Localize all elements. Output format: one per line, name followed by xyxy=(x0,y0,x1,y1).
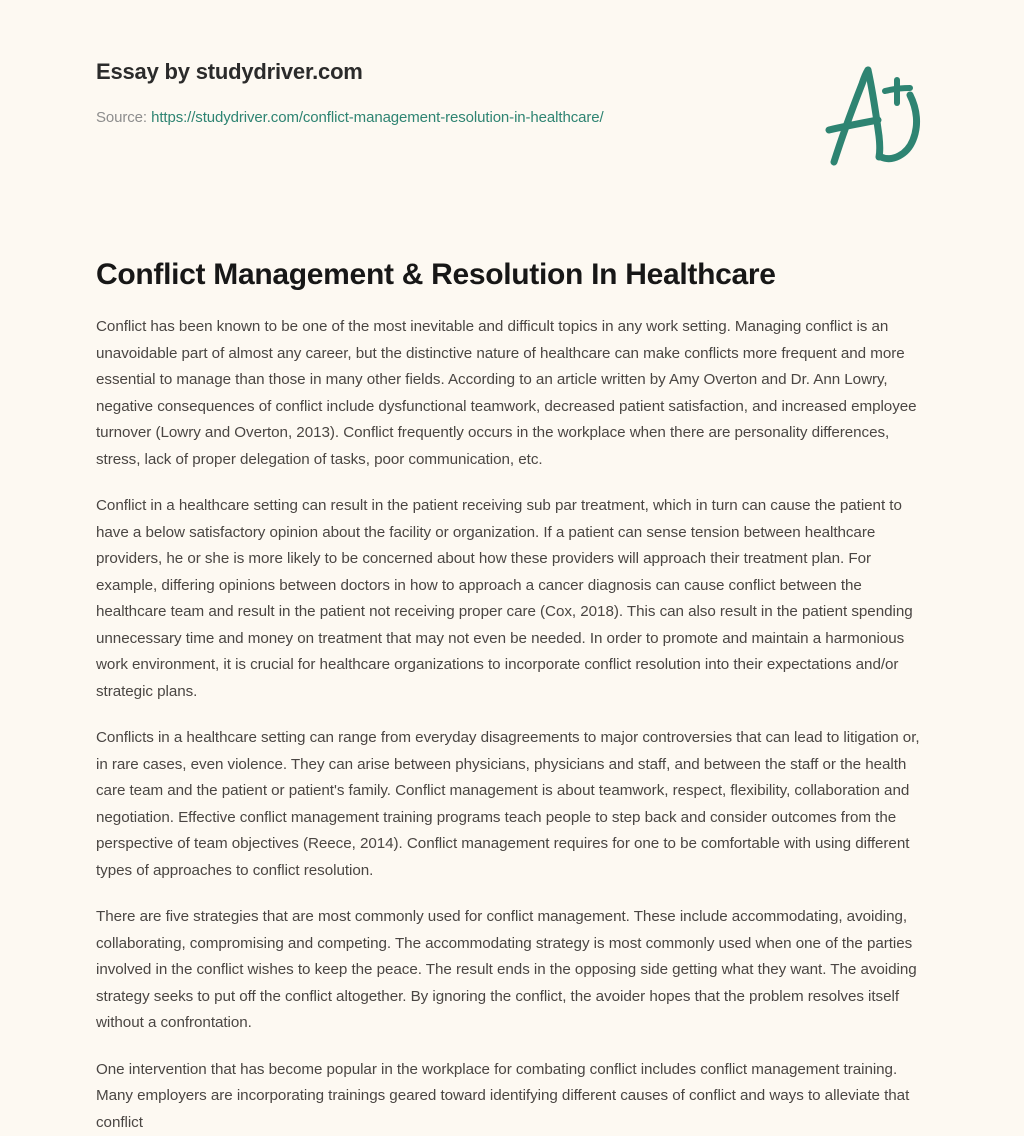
a-plus-logo-icon xyxy=(818,62,928,170)
paragraph: Conflict in a healthcare setting can result in the patient receiving sub par treatment, which in turn can cause the patient to have a below satisfactory opinion about the facility or organization. If a patient can sense tension between healthcare providers, he or she is more likely to be concerned about how these providers will approach their treatment plan. For example, differing opinions between doctors in how to approach a cancer diagnosis can cause conflict between the healthcare team and result in the patient not receiving proper care (Cox, 2018). This can also result in the patient spending unnecessary time and money on treatment that may not even be needed. In order to promote and maintain a harmonious work environment, it is crucial for healthcare organizations to incorporate conflict resolution into their expectations and/or strategic plans. xyxy=(96,493,928,705)
page-header xyxy=(96,0,928,120)
paragraph: There are five strategies that are most commonly used for conflict management. These include accommodating, avoiding, collaborating, compromising and competing. The accommodating strategy is most commonly used when one of the parties involved in the conflict wishes to keep the peace. The result ends in the opposing side getting what they want. The avoiding strategy seeks to put off the conflict altogether. By ignoring the conflict, the avoider hopes that the problem resolves itself without a confrontation. xyxy=(96,904,928,1037)
paragraph: Conflict has been known to be one of the most inevitable and difficult topics in any work setting. Managing conflict is an unavoidable part of almost any career, but the distinctive nature of healthcare can make conflicts more frequent and more essential to manage than those in many other fields. According to an article written by Amy Overton and Dr. Ann Lowry, negative consequences of conflict include dysfunctional teamwork, decreased patient satisfaction, and increased employee turnover (Lowry and Overton, 2013). Conflict frequently occurs in the workplace when there are personality differences, stress, lack of proper delegation of tasks, poor communication, etc. xyxy=(96,314,928,473)
brand-title: Essay by studydriver.com xyxy=(96,58,928,86)
source-url-link[interactable]: https://studydriver.com/conflict-management-resolution-in-healthcare/ xyxy=(151,109,603,126)
page-title: Conflict Management & Resolution In Healthcare xyxy=(96,120,928,294)
paragraph: Conflicts in a healthcare setting can range from everyday disagreements to major controversies that can lead to litigation or, in rare cases, even violence. They can arise between physicians, physicians and staff, and between the staff or the health care team and the patient or patient's family. Conflict management is about teamwork, respect, flexibility, collaboration and negotiation. Effective conflict management training programs teach people to step back and consider outcomes from the perspective of team objectives (Reece, 2014). Conflict management requires for one to be comfortable with using different types of approaches to conflict resolution. xyxy=(96,725,928,884)
source-line xyxy=(96,108,928,128)
source-label: Source: xyxy=(96,109,147,126)
paragraph: One intervention that has become popular in the workplace for combating conflict includes conflict management training. Many employers are incorporating trainings geared toward identifying different causes of conflict and ways to alleviate that conflict xyxy=(96,1057,928,1136)
article-body xyxy=(96,294,928,1136)
